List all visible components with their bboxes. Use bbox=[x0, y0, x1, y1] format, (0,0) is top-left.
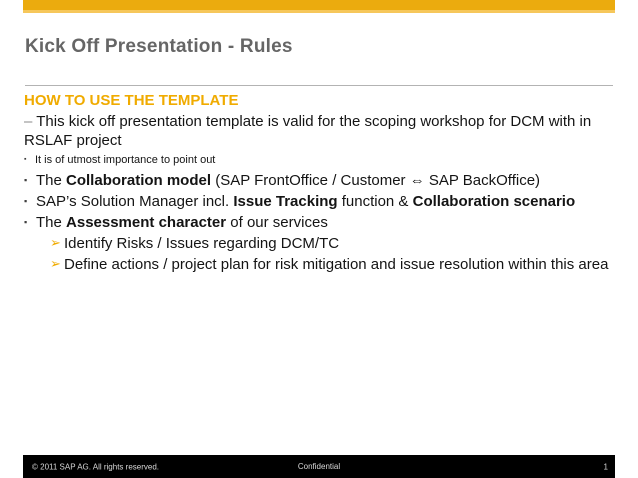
square-bullet-icon: ▪ bbox=[24, 196, 28, 206]
footer-page-number: 1 bbox=[603, 462, 608, 471]
intro-text: This kick off presentation template is valid for the scoping workshop for DCM with in RSLAF project bbox=[24, 113, 592, 149]
square-bullet-icon: ▪ bbox=[24, 217, 28, 227]
bullet-item bbox=[24, 171, 616, 190]
intro-paragraph bbox=[24, 112, 616, 150]
bullet-item bbox=[24, 213, 616, 232]
square-bullet-icon: ▪ bbox=[24, 156, 27, 163]
square-bullet-icon: ▪ bbox=[24, 175, 28, 185]
bullet-item bbox=[24, 192, 616, 211]
slide-body bbox=[24, 92, 616, 276]
top-gold-bar bbox=[23, 0, 615, 10]
sub-bullet-item bbox=[50, 234, 616, 253]
arrow-bullet-icon: ➢ bbox=[50, 235, 61, 250]
bullet-text: The Collaboration model (SAP FrontOffice / Customer ⇔ SAP BackOffice) bbox=[36, 172, 541, 189]
bullet-text: The Assessment character of our services bbox=[36, 214, 328, 231]
dash-bullet-icon: – bbox=[24, 113, 33, 130]
footer-confidential-label: Confidential bbox=[297, 462, 341, 471]
bullet-list bbox=[24, 153, 616, 274]
bullet-text: Define actions / project plan for risk mitigation and issue resolution within this area bbox=[64, 256, 609, 273]
footer-bar bbox=[23, 455, 615, 478]
footer-copyright: © 2011 SAP AG. All rights reserved. bbox=[32, 462, 159, 471]
sub-bullet-item bbox=[50, 255, 616, 274]
slide-title: Kick Off Presentation - Rules bbox=[25, 36, 293, 57]
arrow-bullet-icon: ➢ bbox=[50, 256, 61, 271]
section-heading: HOW TO USE THE TEMPLATE bbox=[24, 92, 239, 109]
bullet-item bbox=[24, 153, 616, 167]
bullet-text: It is of utmost importance to point out bbox=[35, 154, 216, 166]
title-divider-line bbox=[25, 85, 613, 86]
bullet-text: Identify Risks / Issues regarding DCM/TC bbox=[64, 235, 340, 252]
top-gold-bar-accent bbox=[23, 10, 615, 13]
bullet-text: SAP’s Solution Manager incl. Issue Tracking function & Collaboration scenario bbox=[36, 193, 576, 210]
